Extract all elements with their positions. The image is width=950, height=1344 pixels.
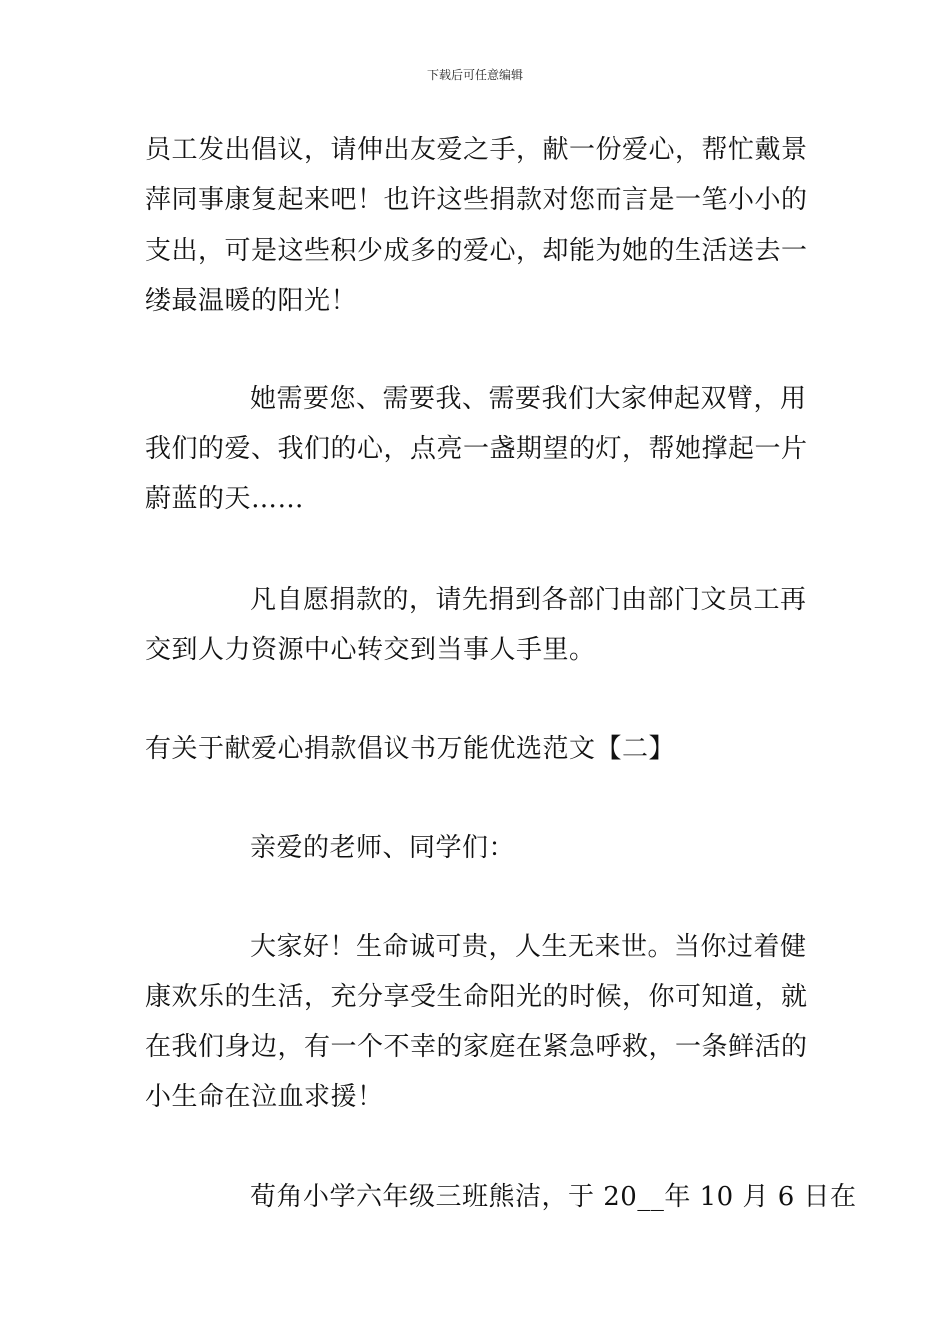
paragraph-line: 员工发出倡议，请伸出友爱之手，献一份爱心，帮忙戴景: [145, 135, 808, 165]
paragraph-line: 蔚蓝的天……: [145, 484, 305, 514]
paragraph-line: 萍同事康复起来吧！也许这些捐款对您而言是一笔小小的: [145, 185, 808, 215]
paragraph-line: 荀角小学六年级三班熊洁，于 20__年 10 月 6 日在: [250, 1182, 857, 1212]
paragraph-line: 交到人力资源中心转交到当事人手里。: [145, 635, 596, 665]
page-header: 下载后可任意编辑: [426, 68, 523, 82]
salutation: 亲爱的老师、同学们：: [250, 833, 516, 863]
paragraph-line: 缕最温暖的阳光！: [145, 286, 358, 316]
paragraph-line: 支出，可是这些积少成多的爱心，却能为她的生活送去一: [145, 236, 808, 266]
paragraph-line: 我们的爱、我们的心，点亮一盏期望的灯，帮她撑起一片: [145, 434, 808, 464]
paragraph-line: 康欢乐的生活，充分享受生命阳光的时候，你可知道，就: [145, 982, 808, 1012]
paragraph-line: 大家好！生命诚可贵，人生无来世。当你过着健: [250, 932, 807, 962]
paragraph-line: 在我们身边，有一个不幸的家庭在紧急呼救，一条鲜活的: [145, 1032, 808, 1062]
paragraph-line: 凡自愿捐款的，请先捐到各部门由部门文员工再: [250, 585, 807, 615]
section-heading: 有关于献爱心捐款倡议书万能优选范文【二】: [145, 734, 676, 764]
paragraph-line: 小生命在泣血求援！: [145, 1082, 384, 1112]
paragraph-line: 她需要您、需要我、需要我们大家伸起双臂，用: [250, 384, 807, 414]
